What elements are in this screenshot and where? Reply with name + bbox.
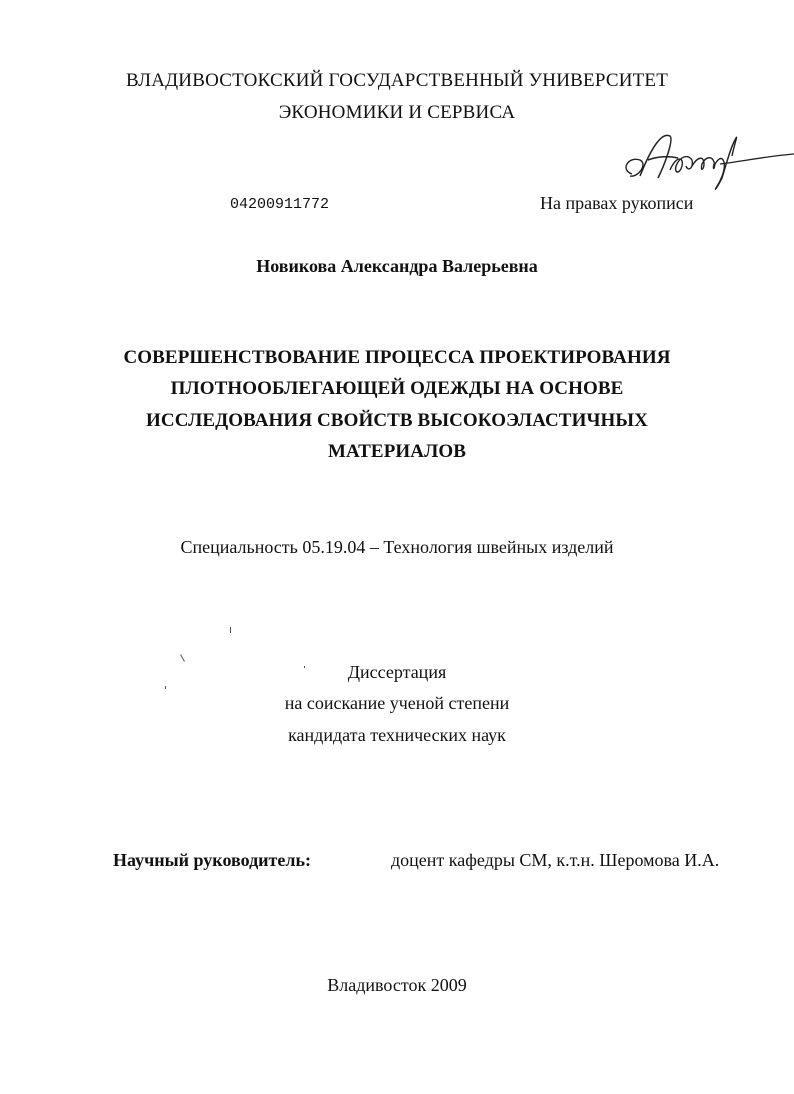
- degree-line-1: на соискание ученой степени: [284, 693, 510, 713]
- university-name-line-2: ЭКОНОМИКИ И СЕРВИСА: [278, 102, 516, 123]
- supervisor-value: доцент кафедры СМ, к.т.н. Шеромова И.А.: [391, 850, 720, 870]
- scan-speck: [165, 686, 166, 689]
- dissertation-label: Диссертация: [347, 662, 447, 682]
- rights-notice: На правах рукописи: [540, 193, 694, 213]
- dissertation-title-line-3: ИССЛЕДОВАНИЯ СВОЙСТВ ВЫСОКОЭЛАСТИЧНЫХ: [146, 410, 648, 431]
- scan-speck: [180, 654, 185, 661]
- university-name-line-1: ВЛАДИВОСТОКСКИЙ ГОСУДАРСТВЕННЫЙ УНИВЕРСИТЕТ: [125, 70, 669, 91]
- supervisor-label: Научный руководитель:: [113, 850, 311, 870]
- scan-speck: [230, 627, 231, 633]
- degree-line-2: кандидата технических наук: [288, 725, 506, 745]
- handwritten-signature-icon: [618, 126, 794, 196]
- dissertation-title-line-2: ПЛОТНООБЛЕГАЮЩЕЙ ОДЕЖДЫ НА ОСНОВЕ: [170, 378, 624, 399]
- dissertation-title-line-4: МАТЕРИАЛОВ: [327, 441, 467, 462]
- dissertation-title-line-1: СОВЕРШЕНСТВОВАНИЕ ПРОЦЕССА ПРОЕКТИРОВАНИЯ: [123, 347, 671, 368]
- city-year: Владивосток 2009: [327, 975, 467, 995]
- registration-number: 04200911772: [230, 196, 330, 213]
- specialty: Специальность 05.19.04 – Технология швейных изделий: [180, 537, 614, 557]
- author-name: Новикова Александра Валерьевна: [256, 256, 538, 276]
